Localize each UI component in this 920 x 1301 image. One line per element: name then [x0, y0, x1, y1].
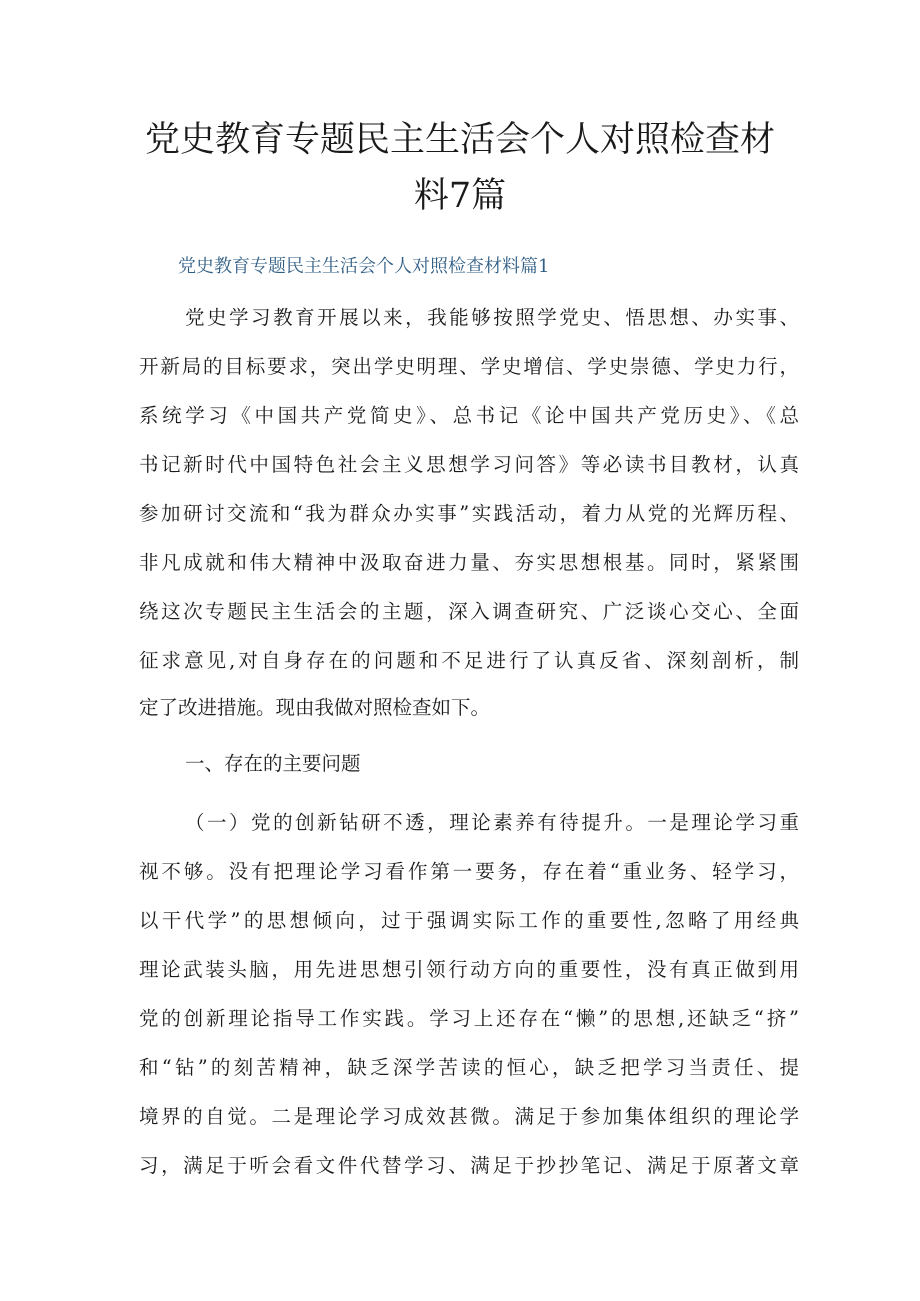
- paragraph-1-line: 征求意见,对自身存在的问题和不足进行了认真反省、深刻剖析，制: [139, 649, 799, 672]
- paragraph-2-line: 习，满足于听会看文件代替学习、满足于抄抄笔记、满足于原著文章: [139, 1154, 799, 1177]
- paragraph-1-line: 书记新时代中国特色社会主义思想学习问答》等必读书目教材，认真: [139, 453, 799, 476]
- paragraph-1-line: 绕这次专题民主生活会的主题，深入调查研究、广泛谈心交心、全面: [139, 600, 799, 623]
- paragraph-2-line: 境界的自觉。二是理论学习成效甚微。满足于参加集体组织的理论学: [139, 1105, 799, 1128]
- document-title-line-1: 党史教育专题民主生活会个人对照检查材: [144, 120, 775, 160]
- paragraph-1-line: 开新局的目标要求，突出学史明理、学史增信、学史崇德、学史力行，: [139, 355, 799, 378]
- paragraph-2-line: 视不够。没有把理论学习看作第一要务，存在着“重业务、轻学习，: [139, 860, 799, 883]
- paragraph-1-line: 系统学习《中国共产党简史》、总书记《论中国共产党历史》、《总: [139, 404, 799, 427]
- document-title-line-2: 料7篇: [413, 176, 507, 216]
- section-subtitle: 党史教育专题民主生活会个人对照检查材料篇1: [178, 256, 550, 277]
- paragraph-2-line: 和“钻”的刻苦精神，缺乏深学苦读的恒心，缺乏把学习当责任、提: [139, 1056, 799, 1079]
- paragraph-2-line: 以干代学”的思想倾向，过于强调实际工作的重要性,忽略了用经典: [139, 909, 799, 932]
- paragraph-2-line: （一）党的创新钻研不透，理论素养有待提升。一是理论学习重: [185, 811, 799, 834]
- paragraph-1-line: 非凡成就和伟大精神中汲取奋进力量、夯实思想根基。同时，紧紧围: [139, 551, 799, 574]
- section-heading: 一、存在的主要问题: [185, 752, 361, 775]
- paragraph-1-line: 党史学习教育开展以来，我能够按照学党史、悟思想、办实事、: [185, 306, 799, 329]
- paragraph-1-line: 定了改进措施。现由我做对照检查如下。: [139, 696, 491, 719]
- paragraph-1-line: 参加研讨交流和“我为群众办实事”实践活动，着力从党的光辉历程、: [139, 502, 799, 525]
- paragraph-2-line: 理论武装头脑，用先进思想引领行动方向的重要性，没有真正做到用: [139, 958, 799, 981]
- paragraph-2-line: 党的创新理论指导工作实践。学习上还存在“懒”的思想,还缺乏“挤”: [139, 1007, 799, 1030]
